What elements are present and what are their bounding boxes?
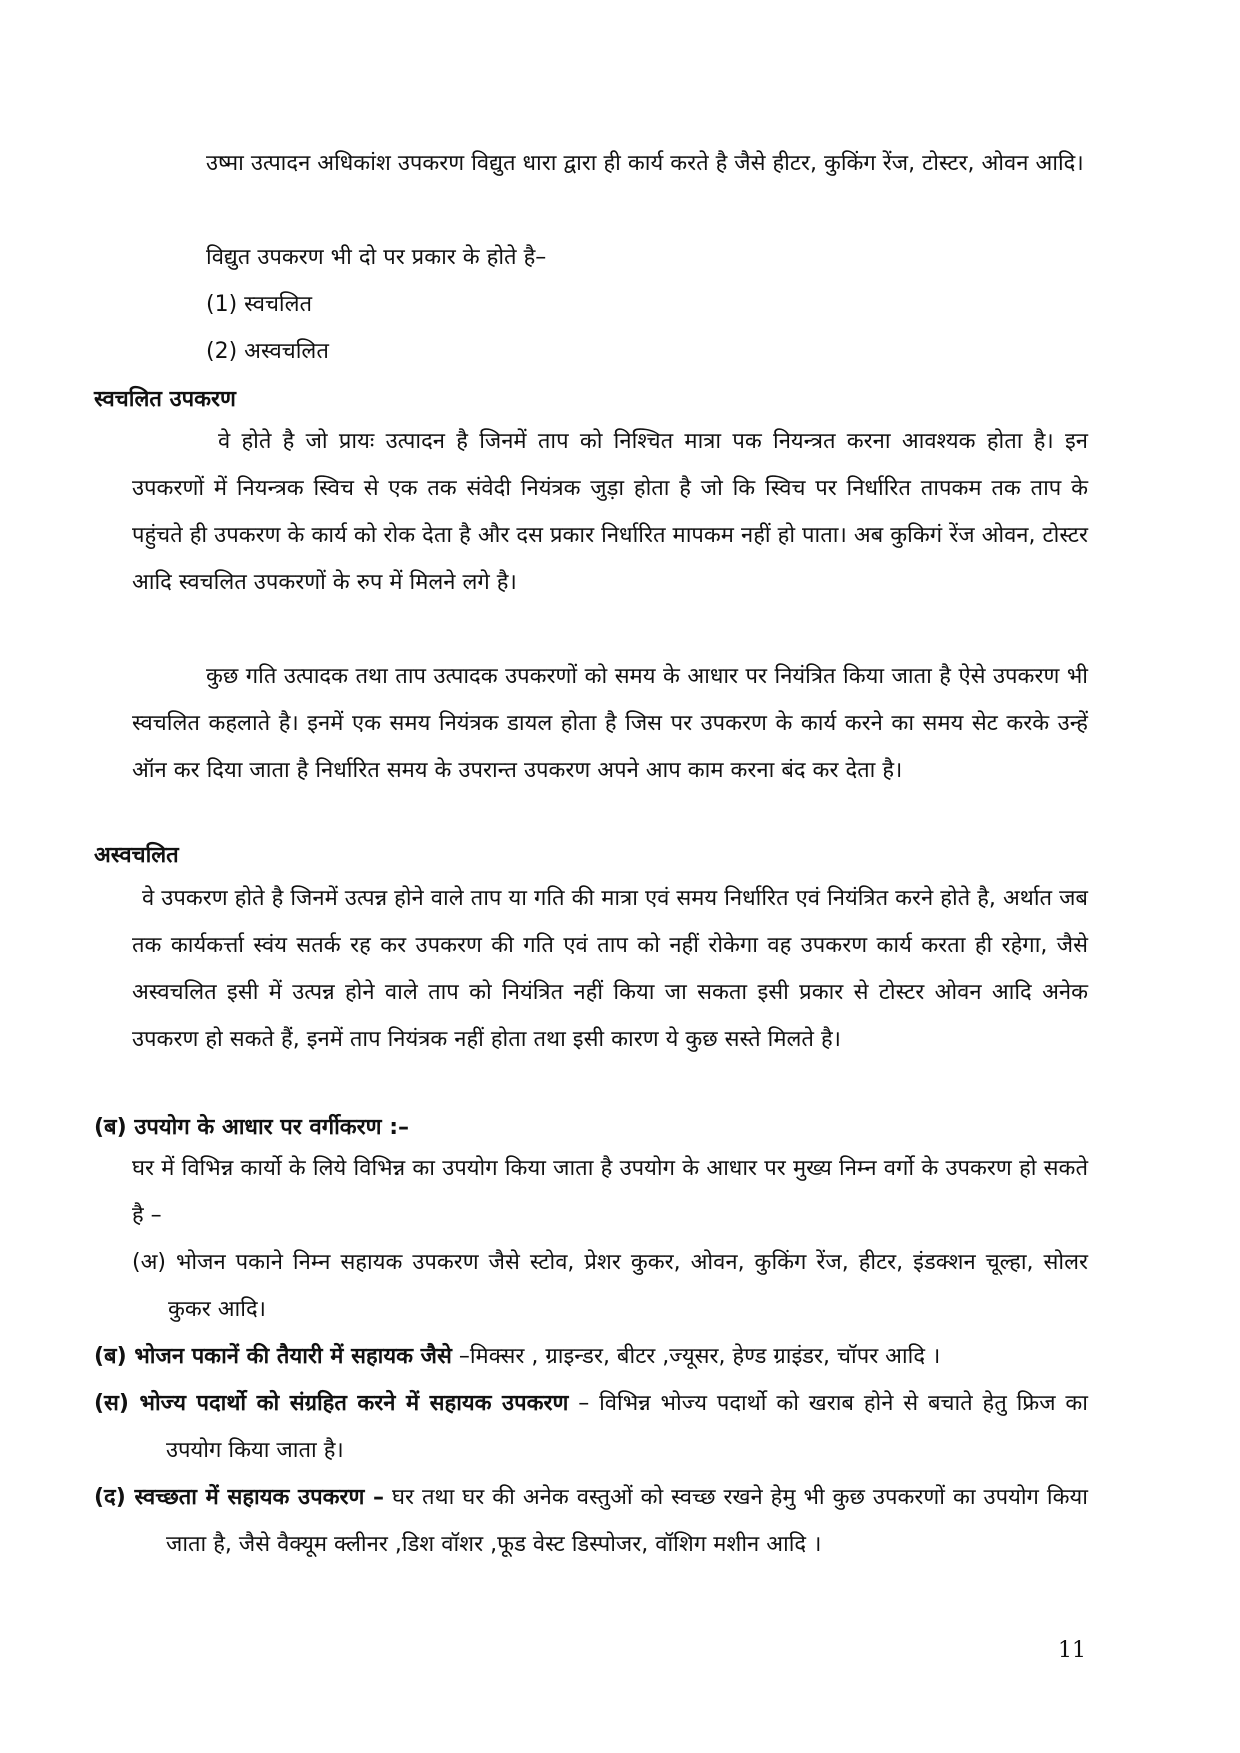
use-item-preparation-title: (ब) भोजन पकानें की तैयारी में सहायक जैसे — [94, 1344, 452, 1369]
intro-paragraph-2: विद्युत उपकरण भी दो पर प्रकार के होते है– — [206, 245, 547, 270]
list-item-manual: (2) अस्वचलित — [206, 339, 329, 364]
automatic-paragraph-1: वे होते है जो प्रायः उत्पादन है जिनमें ताप को निश्चित मात्रा पक नियन्त्रत करना आवश्यक होता है। इन उपकरणों में नियन्त्रक स्विच से एक तक संवेदी नियंत्रक जुड़ा होता है जो कि स्विच पर निर्धारित तापकम तक ताप के पहुंचते ही उपकरण के कार्य को रोक देता है और दस प्रकार निर्धारित मापकम नहीं हो पाता। अब कुकिगं रेंज ओवन, टोस्टर आदि स्वचलित उपकरणों के रुप में मिलने लगे है। — [132, 429, 1088, 595]
list-item-automatic: (1) स्वचलित — [206, 292, 313, 317]
use-item-storage-title: (स) भोज्य पदार्थो को संग्रहित करने में सहायक उपकरण — [94, 1391, 569, 1416]
heading-use-classification: (ब) उपयोग के आधार पर वर्गीकरण :– — [94, 1115, 410, 1140]
use-item-cleaning-title: (द) स्वच्छता में सहायक उपकरण – — [94, 1485, 385, 1510]
use-item-preparation-text: –मिक्सर , ग्राइन्डर, बीटर ,ज्यूसर, हेण्ड ग्राइंडर, चॉपर आदि । — [451, 1344, 941, 1369]
use-paragraph: घर में विभिन्न कार्यो के लिये विभिन्न का उपयोग किया जाता है उपयोग के आधार पर मुख्य निम्न वर्गो के उपकरण हो सकते है – — [132, 1156, 1088, 1228]
automatic-paragraph-2: कुछ गति उत्पादक तथा ताप उत्पादक उपकरणों को समय के आधार पर नियंत्रित किया जाता है ऐसे उपकरण भी स्वचलित कहलाते है। इनमें एक समय नियंत्रक डायल होता है जिस पर उपकरण के कार्य करने का समय सेट करके उन्हें ऑन कर दिया जाता है निर्धारित समय के उपरान्त उपकरण अपने आप काम करना बंद कर देता है। — [132, 664, 1088, 783]
page-number: 11 — [1058, 1638, 1086, 1663]
manual-paragraph: वे उपकरण होते है जिनमें उत्पन्न होने वाले ताप या गति की मात्रा एवं समय निर्धारित एवं नियंत्रित करने होते है, अर्थात जब तक कार्यकर्त्ता स्वंय सतर्क रह कर उपकरण की गति एवं ताप को नहीं रोकेगा वह उपकरण कार्य करता ही रहेगा, जैसे अस्वचलित इसी में उत्पन्न होने वाले ताप को नियंत्रित नहीं किया जा सकता इसी प्रकार से टोस्टर ओवन आदि अनेक उपकरण हो सकते हैं, इनमें ताप नियंत्रक नहीं होता तथा इसी कारण ये कुछ सस्ते मिलते है। — [132, 886, 1088, 1052]
use-item-cleaning — [94, 1474, 1088, 1568]
heading-manual-appliances: अस्वचलित — [94, 843, 179, 868]
use-item-preparation — [94, 1333, 1088, 1380]
use-item-storage-text: – विभिन्न भोज्य पदार्थो को खराब होने से बचाते हेतु फ्रिज का उपयोग किया जाता है। — [166, 1391, 1089, 1463]
intro-paragraph: उष्मा उत्पादन अधिकांश उपकरण विद्युत धारा द्वारा ही कार्य करते है जैसे हीटर, कुकिंग रेंज, टोस्टर, ओवन आदि। — [206, 151, 1084, 176]
use-item-cooking: (अ) भोजन पकाने निम्न सहायक उपकरण जैसे स्टोव, प्रेशर कुकर, ओवन, कुकिंग रेंज, हीटर, इंडक्शन चूल्हा, सोलर कुकर आदि। — [132, 1250, 1088, 1322]
heading-automatic-appliances: स्वचलित उपकरण — [94, 387, 236, 412]
use-item-cleaning-text: घर तथा घर की अनेक वस्तुओं को स्वच्छ रखने हेमु भी कुछ उपकरणों का उपयोग किया जाता है, जैसे वैक्यूम क्लीनर ,डिश वॉशर ,फूड वेस्ट डिस्पोजर, वॉशिग मशीन आदि । — [166, 1485, 1088, 1557]
use-item-storage — [94, 1380, 1088, 1474]
